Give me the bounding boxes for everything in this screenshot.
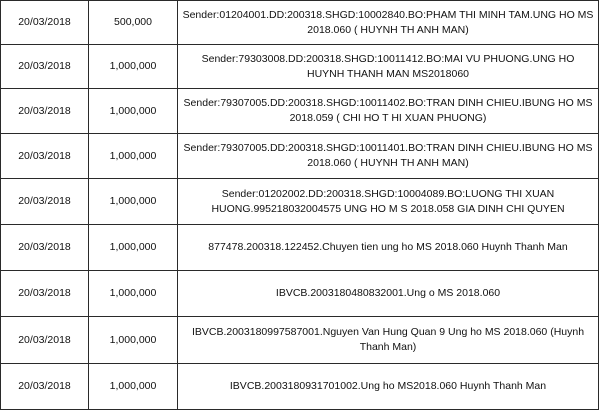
table-row [1,45,599,89]
donations-table-body [1,1,599,410]
date-cell: 20/03/2018 [1,317,89,364]
date-cell: 20/03/2018 [1,134,89,179]
table-row [1,89,599,134]
table-row [1,317,599,364]
date-cell: 20/03/2018 [1,45,89,89]
date-cell: 20/03/2018 [1,89,89,134]
amount-cell: 1,000,000 [89,179,178,225]
date-cell: 20/03/2018 [1,364,89,410]
description-cell: Sender:01202002.DD:200318.SHGD:10004089.BO:LUONG THI XUAN HUONG.995218032004575 UNG HO M S 2018.058 GIA DINH CHI QUYEN [178,179,599,225]
amount-cell: 1,000,000 [89,225,178,271]
table-row [1,179,599,225]
table-row [1,225,599,271]
table-row [1,1,599,45]
amount-cell: 1,000,000 [89,317,178,364]
table-row [1,364,599,410]
description-cell: IBVCB.2003180997587001.Nguyen Van Hung Quan 9 Ung ho MS 2018.060 (Huynh Thanh Man) [178,317,599,364]
date-cell: 20/03/2018 [1,179,89,225]
amount-cell: 500,000 [89,1,178,45]
description-cell: Sender:79303008.DD:200318.SHGD:10011412.BO:MAI VU PHUONG.UNG HO HUYNH THANH MAN MS2018060 [178,45,599,89]
description-cell: IBVCB.2003180480832001.Ung o MS 2018.060 [178,271,599,317]
table-row [1,134,599,179]
description-cell: Sender:79307005.DD:200318.SHGD:10011401.BO:TRAN DINH CHIEU.IBUNG HO MS 2018.060 ( HUYNH TH ANH MAN) [178,134,599,179]
description-cell: Sender:79307005.DD:200318.SHGD:10011402.BO:TRAN DINH CHIEU.IBUNG HO MS 2018.059 ( CHI HO T HI XUAN PHUONG) [178,89,599,134]
amount-cell: 1,000,000 [89,271,178,317]
date-cell: 20/03/2018 [1,271,89,317]
description-cell: Sender:01204001.DD:200318.SHGD:10002840.BO:PHAM THI MINH TAM.UNG HO MS 2018.060 ( HUYNH TH ANH MAN) [178,1,599,45]
description-cell: IBVCB.2003180931701002.Ung ho MS2018.060 Huynh Thanh Man [178,364,599,410]
amount-cell: 1,000,000 [89,45,178,89]
date-cell: 20/03/2018 [1,1,89,45]
date-cell: 20/03/2018 [1,225,89,271]
amount-cell: 1,000,000 [89,134,178,179]
amount-cell: 1,000,000 [89,89,178,134]
table-row [1,271,599,317]
description-cell: 877478.200318.122452.Chuyen tien ung ho MS 2018.060 Huynh Thanh Man [178,225,599,271]
amount-cell: 1,000,000 [89,364,178,410]
